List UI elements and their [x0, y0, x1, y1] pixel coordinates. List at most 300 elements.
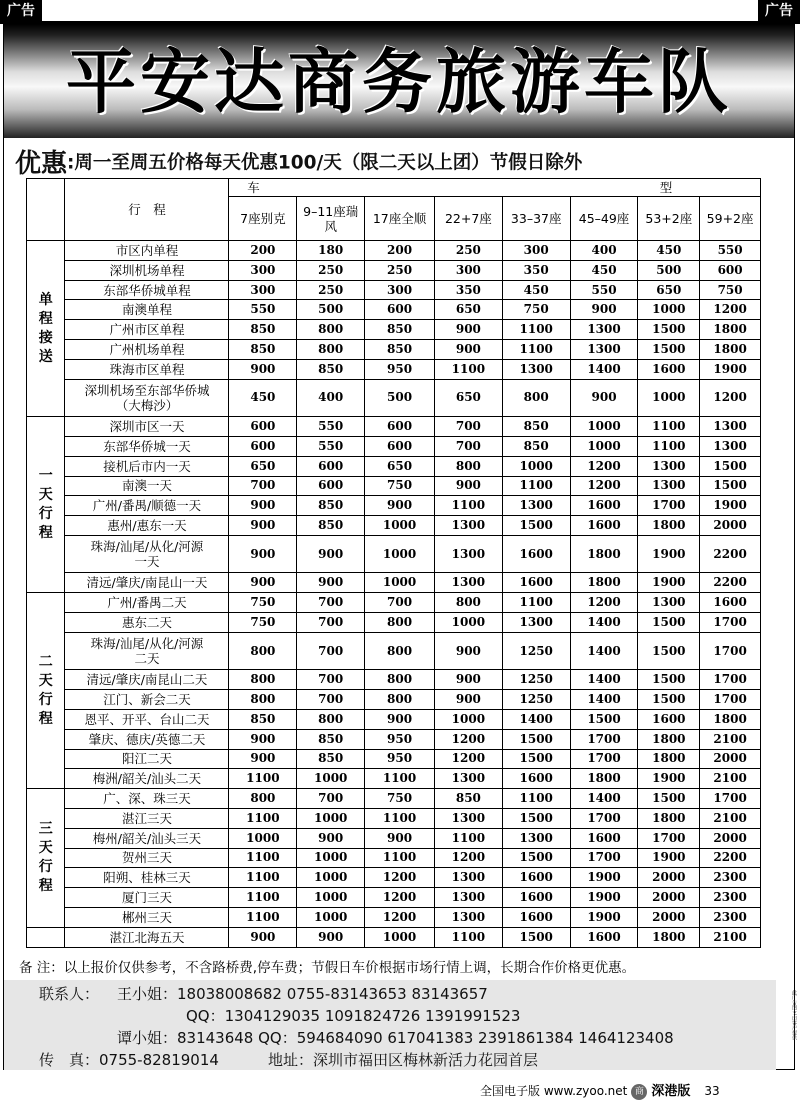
price-cell: 1600: [502, 769, 570, 789]
route-cell: 东部华侨城一天: [65, 436, 229, 456]
route-cell: 广州机场单程: [65, 340, 229, 360]
price-cell: 1600: [502, 888, 570, 908]
price-cell: 1100: [434, 927, 502, 947]
price-cell: 450: [229, 379, 297, 416]
price-cell: 2300: [700, 888, 761, 908]
group-label: 三 天 行 程: [27, 789, 65, 928]
price-cell: 1100: [638, 417, 700, 437]
price-cell: 1300: [502, 828, 570, 848]
price-cell: 900: [297, 573, 365, 593]
price-cell: 800: [365, 632, 435, 669]
route-cell: 阳江二天: [65, 749, 229, 769]
price-cell: 650: [434, 379, 502, 416]
table-row: [27, 280, 761, 300]
price-cell: 1400: [570, 613, 638, 633]
price-cell: 900: [365, 496, 435, 516]
price-cell: 1700: [570, 848, 638, 868]
price-cell: 1800: [638, 516, 700, 536]
price-cell: 1500: [638, 690, 700, 710]
vehicle-type-header: 22+7座: [434, 197, 502, 241]
route-cell: 清远/肇庆/南昆山二天: [65, 670, 229, 690]
price-cell: 1600: [700, 593, 761, 613]
price-cell: 200: [229, 241, 297, 261]
price-cell: 850: [229, 340, 297, 360]
price-cell: 1400: [570, 789, 638, 809]
price-cell: 900: [570, 379, 638, 416]
contact-fax: 传 真：0755-82819014: [39, 1051, 219, 1069]
price-cell: 2100: [700, 927, 761, 947]
price-cell: 900: [229, 496, 297, 516]
price-cell: 1300: [570, 340, 638, 360]
price-cell: 1600: [502, 573, 570, 593]
price-cell: 1600: [638, 359, 700, 379]
price-cell: 900: [229, 927, 297, 947]
publication-logo-icon: 商: [631, 1084, 647, 1100]
price-cell: 180: [297, 241, 365, 261]
price-cell: 1500: [638, 320, 700, 340]
price-cell: 1300: [638, 593, 700, 613]
price-cell: 1300: [434, 769, 502, 789]
price-cell: 1700: [700, 632, 761, 669]
price-cell: 300: [229, 260, 297, 280]
route-cell: 肇庆、德庆/英德二天: [65, 729, 229, 749]
price-cell: 900: [365, 709, 435, 729]
price-cell: 1300: [434, 535, 502, 572]
price-cell: 1700: [570, 749, 638, 769]
price-cell: 1000: [365, 927, 435, 947]
price-cell: 2000: [638, 868, 700, 888]
price-cell: 1400: [570, 670, 638, 690]
price-cell: 550: [297, 417, 365, 437]
price-cell: 1250: [502, 670, 570, 690]
price-cell: 1700: [700, 613, 761, 633]
price-cell: 1600: [502, 868, 570, 888]
price-cell: 850: [502, 436, 570, 456]
price-cell: 1100: [502, 789, 570, 809]
price-cell: 750: [502, 300, 570, 320]
route-cell: 广州市区单程: [65, 320, 229, 340]
price-cell: 550: [229, 300, 297, 320]
price-cell: 300: [229, 280, 297, 300]
table-row: [27, 749, 761, 769]
table-row: [27, 359, 761, 379]
price-cell: 900: [434, 320, 502, 340]
price-cell: 1200: [434, 749, 502, 769]
price-cell: 1300: [502, 496, 570, 516]
price-cell: 1300: [434, 908, 502, 928]
price-cell: 850: [229, 709, 297, 729]
table-row: [27, 690, 761, 710]
price-cell: 700: [297, 690, 365, 710]
price-cell: 1100: [365, 769, 435, 789]
table-row: [27, 379, 761, 416]
price-cell: 700: [434, 436, 502, 456]
route-cell: 梅洲/韶关/汕头二天: [65, 769, 229, 789]
price-cell: 700: [297, 789, 365, 809]
contact-label: 联系人：: [39, 985, 100, 1003]
price-cell: 1600: [570, 496, 638, 516]
promo-line: [15, 143, 785, 177]
price-cell: 300: [434, 260, 502, 280]
price-cell: 1000: [297, 769, 365, 789]
price-cell: 850: [365, 320, 435, 340]
table-row: [27, 670, 761, 690]
route-cell: 恩平、开平、台山二天: [65, 709, 229, 729]
price-cell: 1100: [229, 769, 297, 789]
price-cell: 1500: [502, 516, 570, 536]
price-table: [26, 178, 761, 948]
price-cell: 1300: [570, 320, 638, 340]
price-cell: 1400: [570, 690, 638, 710]
price-cell: 1000: [365, 516, 435, 536]
price-cell: 2200: [700, 573, 761, 593]
price-cell: 1300: [434, 516, 502, 536]
ad-label-left: 广告: [0, 0, 42, 22]
price-cell: 300: [365, 280, 435, 300]
price-cell: 1800: [700, 340, 761, 360]
price-cell: 1500: [700, 476, 761, 496]
price-cell: 1200: [365, 908, 435, 928]
price-cell: 400: [570, 241, 638, 261]
table-row: [27, 868, 761, 888]
price-cell: 450: [502, 280, 570, 300]
price-cell: 1400: [570, 359, 638, 379]
vehicle-type-header: 17座全顺: [365, 197, 435, 241]
price-cell: 1200: [365, 888, 435, 908]
price-cell: 900: [570, 300, 638, 320]
table-row: [27, 573, 761, 593]
price-cell: 1700: [570, 808, 638, 828]
price-cell: 1200: [570, 456, 638, 476]
price-cell: 1400: [570, 632, 638, 669]
price-cell: 1300: [434, 888, 502, 908]
table-row: [27, 709, 761, 729]
price-cell: 700: [297, 613, 365, 633]
price-cell: 1700: [700, 789, 761, 809]
price-cell: 1000: [570, 436, 638, 456]
price-cell: 1800: [570, 535, 638, 572]
price-cell: 700: [229, 476, 297, 496]
price-cell: 1500: [502, 808, 570, 828]
route-cell: 珠海市区单程: [65, 359, 229, 379]
price-cell: 1300: [700, 436, 761, 456]
price-cell: 1000: [365, 535, 435, 572]
price-cell: 1300: [502, 359, 570, 379]
price-cell: 1300: [434, 808, 502, 828]
page-number: 33: [704, 1084, 720, 1098]
price-cell: 1100: [502, 320, 570, 340]
price-cell: 950: [365, 749, 435, 769]
price-cell: 1100: [229, 868, 297, 888]
vehicle-type-header: 33–37座: [502, 197, 570, 241]
price-cell: 850: [434, 789, 502, 809]
price-cell: 250: [365, 260, 435, 280]
contact-wang-qq: QQ：1304129035 1091824726 1391991523: [186, 1007, 521, 1025]
price-cell: 500: [365, 379, 435, 416]
table-row: [27, 908, 761, 928]
price-cell: 950: [365, 729, 435, 749]
price-cell: 800: [434, 593, 502, 613]
price-cell: 1600: [570, 828, 638, 848]
route-cell: 江门、新会二天: [65, 690, 229, 710]
price-cell: 1300: [434, 573, 502, 593]
price-cell: 800: [434, 456, 502, 476]
price-cell: 1300: [502, 613, 570, 633]
price-cell: 2100: [700, 769, 761, 789]
price-cell: 1700: [638, 828, 700, 848]
price-cell: 1800: [700, 709, 761, 729]
price-cell: 350: [434, 280, 502, 300]
price-cell: 850: [229, 320, 297, 340]
price-cell: 1500: [638, 670, 700, 690]
price-cell: 600: [229, 417, 297, 437]
table-row: [27, 729, 761, 749]
price-cell: 900: [434, 632, 502, 669]
table-row: [27, 300, 761, 320]
price-cell: 1000: [297, 868, 365, 888]
table-row: [27, 320, 761, 340]
price-cell: 1600: [502, 535, 570, 572]
group-label: 二 天 行 程: [27, 593, 65, 789]
price-cell: 600: [700, 260, 761, 280]
route-cell: 广州/番禺二天: [65, 593, 229, 613]
price-cell: 1900: [570, 908, 638, 928]
table-row: [27, 828, 761, 848]
price-cell: 900: [229, 749, 297, 769]
route-cell: 珠海/汕尾/从化/河源 一天: [65, 535, 229, 572]
price-cell: 1900: [570, 868, 638, 888]
price-cell: 800: [229, 690, 297, 710]
price-cell: 1000: [570, 417, 638, 437]
price-cell: 1000: [297, 848, 365, 868]
price-cell: 850: [297, 496, 365, 516]
price-cell: 1900: [638, 848, 700, 868]
price-cell: 800: [297, 320, 365, 340]
price-cell: 900: [229, 359, 297, 379]
price-cell: 1500: [502, 749, 570, 769]
price-cell: 950: [365, 359, 435, 379]
price-cell: 2200: [700, 848, 761, 868]
price-cell: 1000: [365, 573, 435, 593]
price-cell: 900: [434, 670, 502, 690]
table-row: [27, 888, 761, 908]
price-cell: 2000: [700, 516, 761, 536]
table-row: [27, 808, 761, 828]
price-cell: 1600: [570, 516, 638, 536]
route-cell: 清远/肇庆/南昆山一天: [65, 573, 229, 593]
footer-site: 全国电子版 www.zyoo.net: [480, 1084, 628, 1098]
price-cell: 1000: [434, 709, 502, 729]
price-cell: 600: [229, 436, 297, 456]
price-cell: 2200: [700, 535, 761, 572]
price-cell: 1500: [502, 848, 570, 868]
price-cell: 1600: [570, 927, 638, 947]
route-cell: 惠州/惠东一天: [65, 516, 229, 536]
price-cell: 900: [229, 729, 297, 749]
table-row: [27, 535, 761, 572]
price-cell: 800: [365, 613, 435, 633]
price-cell: 900: [229, 535, 297, 572]
price-cell: 750: [229, 593, 297, 613]
price-cell: 800: [502, 379, 570, 416]
price-cell: 550: [570, 280, 638, 300]
price-cell: 1900: [638, 573, 700, 593]
price-cell: 500: [297, 300, 365, 320]
route-cell: 郴州三天: [65, 908, 229, 928]
remark-note: 备 注：以上报价仅供参考，不含路桥费,停车费；节假日车价根据市场行情上调，长期合作价格更优惠。: [19, 960, 636, 976]
price-cell: 850: [297, 359, 365, 379]
footer-edition: 深港版: [651, 1084, 691, 1099]
table-row: [27, 632, 761, 669]
contact-tan: 谭小姐：83143648 QQ：594684090 617041383 2391861384 1464123408: [117, 1029, 674, 1047]
price-cell: 1800: [638, 808, 700, 828]
price-cell: 1250: [502, 632, 570, 669]
price-cell: 700: [297, 632, 365, 669]
price-cell: 1500: [638, 613, 700, 633]
contact-wang-phones: 王小姐：18038008682 0755-83143653 83143657: [117, 985, 488, 1003]
price-cell: 550: [297, 436, 365, 456]
route-cell: 南澳一天: [65, 476, 229, 496]
price-cell: 2300: [700, 908, 761, 928]
price-cell: 400: [297, 379, 365, 416]
route-cell: 广、深、珠三天: [65, 789, 229, 809]
table-row: [27, 789, 761, 809]
table-row: [27, 241, 761, 261]
price-cell: 700: [434, 417, 502, 437]
vehicle-category-header: 车 型: [229, 179, 761, 197]
table-row: [27, 593, 761, 613]
price-cell: 1000: [434, 613, 502, 633]
route-cell: 惠东二天: [65, 613, 229, 633]
price-cell: 1300: [638, 476, 700, 496]
price-cell: 600: [365, 436, 435, 456]
table-row: [27, 516, 761, 536]
route-cell: 深圳机场单程: [65, 260, 229, 280]
price-cell: 1200: [434, 848, 502, 868]
price-cell: 1100: [434, 359, 502, 379]
table-row: [27, 340, 761, 360]
price-cell: 1000: [638, 300, 700, 320]
price-cell: 900: [297, 828, 365, 848]
title-banner: [4, 24, 794, 138]
price-cell: 800: [229, 789, 297, 809]
price-cell: 1000: [229, 828, 297, 848]
price-cell: 1500: [502, 729, 570, 749]
price-cell: 850: [365, 340, 435, 360]
price-cell: 1200: [700, 300, 761, 320]
price-cell: 850: [297, 516, 365, 536]
route-cell: 厦门三天: [65, 888, 229, 908]
price-cell: 750: [365, 476, 435, 496]
price-cell: 2000: [700, 828, 761, 848]
route-cell: 梅州/韶关/汕头三天: [65, 828, 229, 848]
table-row: [27, 927, 761, 947]
price-cell: 1300: [434, 868, 502, 888]
price-cell: 900: [297, 927, 365, 947]
price-cell: 1800: [638, 749, 700, 769]
price-cell: 650: [434, 300, 502, 320]
price-cell: 900: [229, 516, 297, 536]
route-cell: 珠海/汕尾/从化/河源 二天: [65, 632, 229, 669]
price-cell: 900: [365, 828, 435, 848]
price-cell: 450: [638, 241, 700, 261]
group-label: 一 天 行 程: [27, 417, 65, 593]
price-cell: 1000: [297, 888, 365, 908]
price-cell: 1100: [365, 808, 435, 828]
vehicle-type-header: 53+2座: [638, 197, 700, 241]
price-cell: 850: [297, 729, 365, 749]
price-cell: 1100: [434, 496, 502, 516]
price-cell: 750: [229, 613, 297, 633]
price-cell: 650: [365, 456, 435, 476]
table-row: [27, 496, 761, 516]
price-cell: 1900: [570, 888, 638, 908]
route-cell: 接机后市内一天: [65, 456, 229, 476]
side-disclaimer: 此广告图文由客户提供: [791, 990, 797, 1040]
table-row: [27, 260, 761, 280]
price-cell: 1100: [638, 436, 700, 456]
vehicle-type-header: 7座别克: [229, 197, 297, 241]
route-cell: 市区内单程: [65, 241, 229, 261]
route-cell: 贺州三天: [65, 848, 229, 868]
vehicle-type-header: 59+2座: [700, 197, 761, 241]
price-cell: 2300: [700, 868, 761, 888]
price-cell: 800: [365, 670, 435, 690]
price-cell: 1800: [700, 320, 761, 340]
group-label: [27, 927, 65, 947]
price-cell: 900: [297, 535, 365, 572]
price-cell: 2100: [700, 729, 761, 749]
price-cell: 1600: [502, 908, 570, 928]
price-cell: 1800: [638, 927, 700, 947]
price-cell: 900: [434, 340, 502, 360]
table-row: [27, 769, 761, 789]
group-label: 单 程 接 送: [27, 241, 65, 417]
route-cell: 东部华侨城单程: [65, 280, 229, 300]
price-cell: 550: [700, 241, 761, 261]
price-cell: 1600: [638, 709, 700, 729]
price-cell: 800: [365, 690, 435, 710]
price-cell: 1500: [700, 456, 761, 476]
price-cell: 250: [297, 280, 365, 300]
price-cell: 300: [502, 241, 570, 261]
price-cell: 250: [297, 260, 365, 280]
route-cell: 深圳机场至东部华侨城 （大梅沙）: [65, 379, 229, 416]
price-cell: 1200: [570, 476, 638, 496]
price-cell: 1500: [570, 709, 638, 729]
price-cell: 1400: [502, 709, 570, 729]
price-cell: 700: [297, 593, 365, 613]
route-cell: 湛江三天: [65, 808, 229, 828]
price-cell: 800: [229, 632, 297, 669]
price-cell: 1200: [434, 729, 502, 749]
price-cell: 800: [229, 670, 297, 690]
price-cell: 1100: [502, 476, 570, 496]
price-cell: 1800: [570, 769, 638, 789]
company-title: 平安达商务旅游车队: [66, 40, 732, 123]
price-cell: 1900: [700, 359, 761, 379]
price-cell: 600: [297, 456, 365, 476]
price-cell: 800: [297, 709, 365, 729]
price-cell: 800: [297, 340, 365, 360]
price-cell: 1000: [502, 456, 570, 476]
page-footer: [480, 1080, 720, 1100]
price-cell: 2000: [638, 908, 700, 928]
price-cell: 250: [434, 241, 502, 261]
table-corner: [27, 179, 65, 241]
price-cell: 2100: [700, 808, 761, 828]
route-cell: 广州/番禺/顺德一天: [65, 496, 229, 516]
